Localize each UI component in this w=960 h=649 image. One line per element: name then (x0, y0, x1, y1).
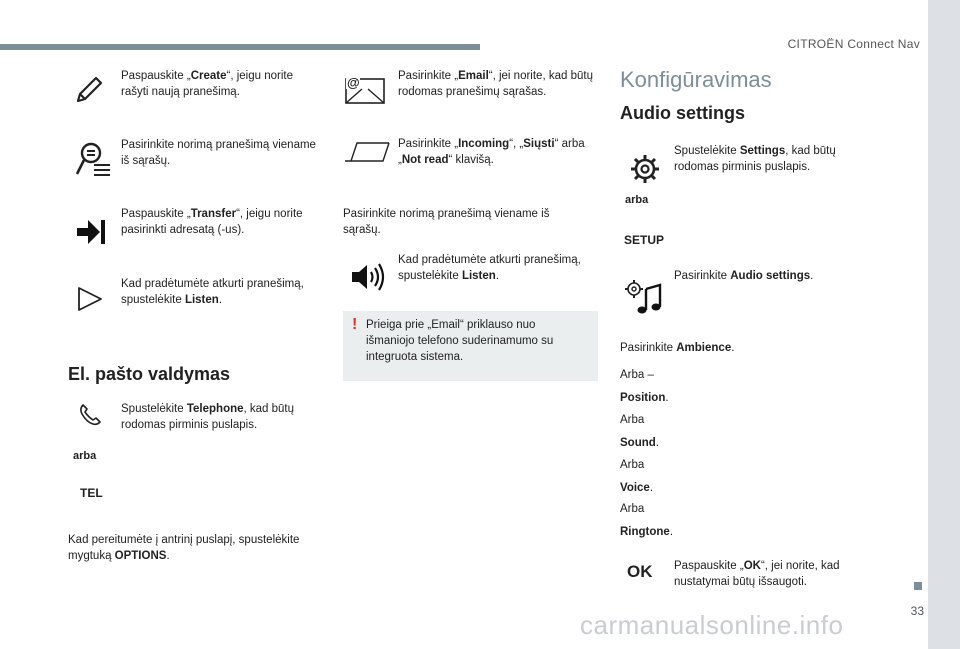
warning-icon: ! (352, 316, 358, 333)
arba-dash: Arba – (620, 369, 654, 381)
sound-option: Sound. (620, 437, 659, 449)
settings-text: Spustelėkite Settings, kad būtų rodomas pirminis puslapis. (674, 145, 836, 173)
choose-list-text: Pasirinkite norimą pranešimą viename iš sąrašų. (121, 139, 316, 167)
audio-settings-text: Pasirinkite Audio settings. (674, 270, 814, 282)
telephone-text: Spustelėkite Telephone, kad būtų rodomas pirminis puslapis. (121, 403, 295, 431)
email-icon (344, 73, 386, 105)
arba-1: Arba (620, 414, 645, 426)
options-text: Kad pereitumėte į antrinį puslapį, spustelėkite mygtuką OPTIONS. (68, 534, 300, 562)
choose-list-text-2: Pasirinkite norimą pranešimą viename iš sąrašų. (343, 208, 550, 236)
ok-text: Paspauskite „OK“, jei norite, kad nustatymai būtų išsaugoti. (674, 560, 840, 588)
ok-label: OK (627, 562, 653, 581)
pencil-icon (74, 73, 106, 105)
or-label: arba (73, 450, 97, 462)
page-marker (914, 582, 922, 590)
section-title-email: El. pašto valdymas (68, 364, 231, 384)
ambience-text: Pasirinkite Ambience. (620, 342, 735, 354)
listen-text: Kad pradėtumėte atkurti pranešimą, spustelėkite Listen. (121, 278, 304, 306)
page-number: 33 (910, 604, 924, 618)
arba-2: Arba (620, 459, 645, 471)
transfer-icon (74, 216, 106, 248)
section-title-audio: Audio settings (620, 103, 745, 123)
position-option: Position. (620, 392, 669, 404)
brand-header: CITROËN Connect Nav (787, 37, 920, 51)
incoming-text: Pasirinkite „Incoming“, „Siųsti“ arba „Not read“ klavišą. (398, 138, 585, 166)
gear-icon (629, 153, 661, 185)
arba-3: Arba (620, 503, 645, 515)
page-title: Konfigūravimas (620, 67, 772, 92)
watermark: carmanualsonline.info (580, 610, 844, 640)
or-label-2: arba (625, 194, 649, 206)
music-gear-icon (624, 279, 664, 315)
listen-text-2: Kad pradėtumėte atkurti pranešimą, spustelėkite Listen. (398, 254, 581, 282)
note-text: Prieiga prie „Email“ priklauso nuo išmaniojo telefono suderinamumo su integruota sistema. (366, 319, 554, 363)
side-strip (928, 0, 960, 649)
tag-icon (343, 141, 391, 163)
play-icon (76, 285, 104, 313)
email-text: Pasirinkite „Email“, jei norite, kad būtų rodomas pranešimų sąrašas. (398, 70, 593, 98)
top-rule (0, 44, 480, 50)
ringtone-option: Ringtone. (620, 526, 674, 538)
list-icon (74, 140, 112, 178)
speaker-icon (350, 263, 386, 291)
voice-option: Voice. (620, 482, 654, 494)
create-text: Paspauskite „Create“, jeigu norite rašyti naują pranešimą. (121, 70, 293, 98)
transfer-text: Paspauskite „Transfer“, jeigu norite pasirinkti adresatą (-us). (121, 208, 303, 236)
setup-label: SETUP (624, 233, 665, 247)
svg-text:@: @ (347, 75, 360, 90)
phone-icon (78, 403, 102, 427)
tel-label: TEL (80, 486, 103, 500)
